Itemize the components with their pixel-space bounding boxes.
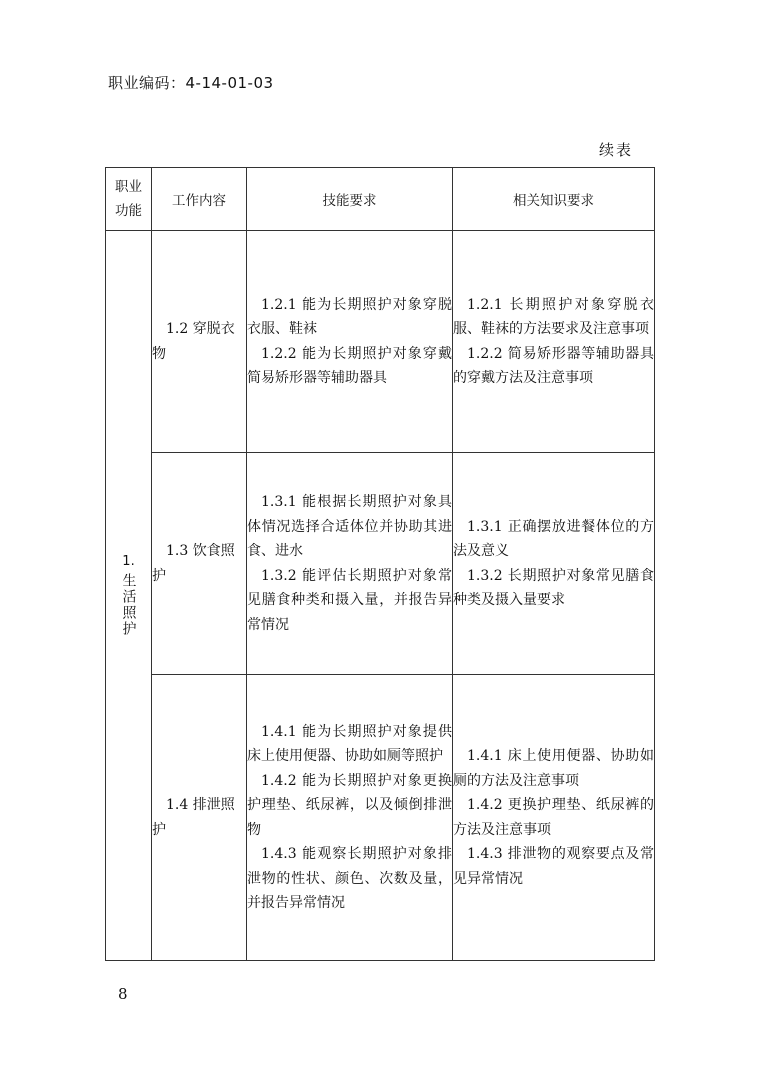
header-knowledge-requirements: 相关知识要求 (453, 168, 655, 231)
skill-item: 1.2.1 能为长期照护对象穿脱衣服、鞋袜 (247, 296, 452, 337)
continued-label: 续表 (599, 141, 634, 159)
page-number: 8 (118, 985, 128, 1003)
table-header-row (106, 168, 655, 231)
work-content: 1.3 饮食照护 (152, 542, 235, 584)
skills-cell (247, 453, 453, 675)
knowledge-item: 1.4.2 更换护理垫、纸尿裤的方法及注意事项 (453, 797, 654, 838)
skills-cell (247, 675, 453, 961)
work-content: 1.2 穿脱衣物 (152, 320, 235, 362)
table-row (106, 675, 655, 961)
work-content-cell (152, 453, 247, 675)
function-cell (106, 231, 152, 961)
knowledge-cell (453, 453, 655, 675)
header-function-line2: 功能 (115, 203, 142, 219)
knowledge-cell (453, 675, 655, 961)
header-skill-requirements: 技能要求 (247, 168, 453, 231)
function-name: 生活照护 (120, 573, 137, 637)
function-number: 1. (122, 554, 135, 569)
skills-cell (247, 231, 453, 453)
skill-item: 1.3.1 能根据长期照护对象具体情况选择合适体位并协助其进食、进水 (247, 494, 452, 559)
knowledge-item: 1.2.1 长期照护对象穿脱衣服、鞋袜的方法要求及注意事项 (453, 296, 654, 337)
skill-item: 1.3.2 能评估长期照护对象常见膳食种类和摄入量，并报告异常情况 (247, 567, 452, 633)
header-work-content: 工作内容 (152, 168, 247, 231)
knowledge-item: 1.4.3 排泄物的观察要点及常见异常情况 (453, 846, 654, 887)
occupation-code: 职业编码：4-14-01-03 (108, 74, 274, 92)
work-content-cell (152, 231, 247, 453)
work-content: 1.4 排泄照护 (152, 796, 235, 838)
knowledge-item: 1.4.1 床上使用便器、协助如厕的方法及注意事项 (453, 748, 654, 789)
skills-table (105, 167, 655, 961)
skill-item: 1.4.3 能观察长期照护对象排泄物的性状、颜色、次数及量，并报告异常情况 (247, 846, 452, 911)
knowledge-cell (453, 231, 655, 453)
skill-item: 1.2.2 能为长期照护对象穿戴简易矫形器等辅助器具 (247, 345, 452, 386)
skill-item: 1.4.1 能为长期照护对象提供床上使用便器、协助如厕等照护 (247, 723, 452, 764)
knowledge-item: 1.3.1 正确摆放进餐体位的方法及意义 (453, 518, 654, 559)
skill-item: 1.4.2 能为长期照护对象更换护理垫、纸尿裤，以及倾倒排泄物 (247, 772, 452, 838)
work-content-cell (152, 675, 247, 961)
knowledge-item: 1.2.2 简易矫形器等辅助器具的穿戴方法及注意事项 (453, 345, 654, 386)
knowledge-item: 1.3.2 长期照护对象常见膳食种类及摄入量要求 (453, 567, 654, 608)
header-function (106, 168, 152, 231)
header-function-line1: 职业 (115, 179, 142, 195)
table-row (106, 231, 655, 453)
table-row (106, 453, 655, 675)
